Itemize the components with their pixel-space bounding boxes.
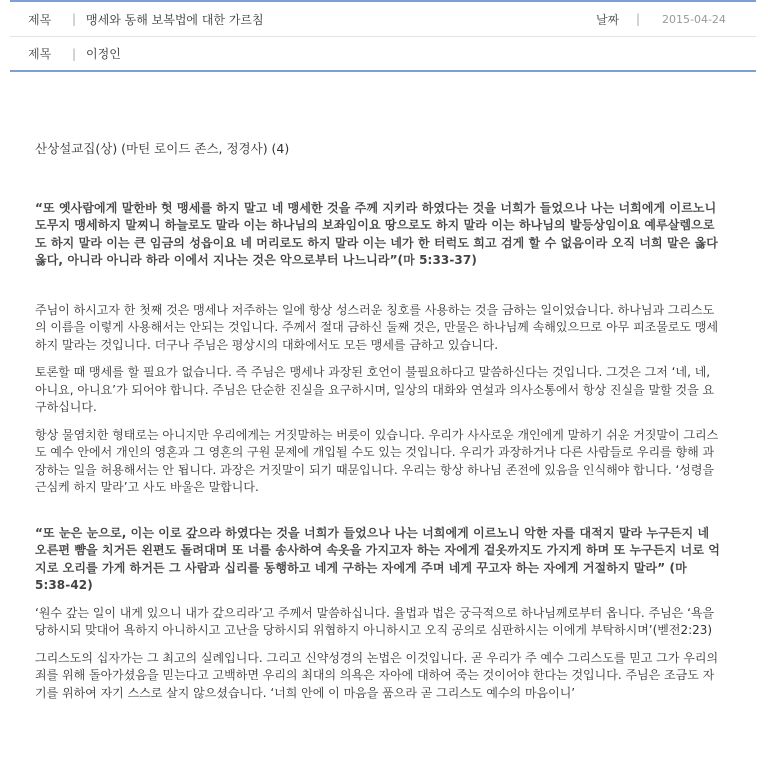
article-source: 산상설교집(상) (마틴 로이드 존스, 정경사) (4) <box>35 141 290 156</box>
post-title: 맹세와 동해 보복법에 대한 가르침 <box>86 12 264 27</box>
paragraph: 주님이 하시고자 한 첫째 것은 맹세나 저주하는 일에 항상 성스러운 칭호를 사용하는 것을 금하는 일이었습니다. 하나님과 그리스도의 이름을 이렇게 사용해서는 안되는 것입니다. 주께서 절대 금하신 둘째 것은, 만물은 하나님께 속해있으므로 아무 피조물로도 맹세하지 말라는 것입니다. 더구나 주님은 평상시의 대화에서도 모든 맹세를 금하고 있습니다. <box>35 302 719 352</box>
paragraph: 그리스도의 십자가는 그 최고의 실례입니다. 그리고 신약성경의 논법은 이것입니다. 곧 우리가 주 예수 그리스도를 믿고 그가 우리의 죄를 위해 돌아가셨음을 믿는다고 고백하면 우리의 최대의 의욕은 자아에 대하여 죽는 것이어야 한다는 것입니다. 주님은 조금도 자기를 위하여 자기 스스로 살지 않으셨습니다. ‘너희 안에 이 마음을 품으라 곧 그리스도 예수의 마음이니’ <box>35 650 719 700</box>
scripture-quote: “또 눈은 눈으로, 이는 이로 갚으라 하였다는 것을 너희가 들었으나 나는 너희에게 이르노니 악한 자를 대적지 말라 누구든지 네 오른편 뺨을 치거든 왼편도 돌려대며 또 너를 송사하여 속옷을 가지고자 하는 자에게 겉옷까지도 가지게 하며 또 누구든지 너로 억지로 오리를 가게 하거든 그 사람과 십리를 동행하고 네게 구하는 자에게 주며 네게 꾸고자 하는 자에게 거절하지 말라” (마 5:38-42) <box>35 525 720 592</box>
post-meta-table <box>10 0 756 72</box>
separator: | <box>72 12 77 26</box>
paragraph: 토론할 때 맹세를 할 필요가 없습니다. 즉 주님은 맹세나 과장된 호언이 불필요하다고 말씀하신다는 것입니다. 그것은 그저 ‘네, 네, 아니요, 아니요’가 되어야 합니다. 주님은 단순한 진실을 요구하시며, 일상의 대화와 연설과 의사소통에서 항상 진실을 말할 것을 요구하십니다. <box>35 365 715 414</box>
paragraph: ‘원수 갚는 일이 내게 있으니 내가 갚으리라’고 주께서 말씀하십니다. 율법과 법은 궁극적으로 하나님께로부터 옵니다. 주님은 ‘욕을 당하시되 맞대어 욕하지 아니하시고 고난을 당하시되 위협하지 아니하시고 오직 공의로 심판하시는 이에게 부탁하시며’(벧전2:23) <box>35 605 715 637</box>
post-date: 2015-04-24 <box>662 12 726 26</box>
title-label: 제목 <box>28 12 52 27</box>
meta-row-author <box>10 37 756 72</box>
scripture-quote: “또 옛사람에게 말한바 헛 맹세를 하지 말고 네 맹세한 것을 주께 지키라 하였다는 것을 너희가 들었으나 나는 너희에게 이르노니 도무지 맹세하지 말찌니 하늘로도 말라 이는 하나님의 보좌임이요 땅으로도 하지 말라 이는 하나님의 발등상임이요 예루살렘으로도 하지 말라 이는 큰 임금의 성읍이요 네 머리로도 하지 말라 이는 네가 한 터럭도 희고 검게 할 수 없음이라 오직 너희 말은 옳다 옳다, 아니라 아니라 하라 이에서 지나는 것은 악으로부터 나느니라”(마 5:33-37) <box>35 200 718 267</box>
author-label: 제목 <box>28 47 52 61</box>
meta-row-title <box>10 2 756 37</box>
paragraph: 항상 물염치한 형태로는 아니지만 우리에게는 거짓말하는 버릇이 있습니다. 우리가 사사로운 개인에게 말하기 쉬운 거짓말이 그리스도 예수 안에서 개인의 영혼과 그 영혼의 구원 문제에 개입될 수도 있는 것입니다. 우리가 과장하거나 다른 사람들로 우리를 향해 과장하는 일을 허용해서는 안 됩니다. 과장은 거짓말이 되기 때문입니다. 우리는 항상 하나님 존전에 있음을 인식해야 합니다. ‘성령을 근심케 하지 말라’고 사도 바울은 말합니다. <box>35 427 719 494</box>
post-author: 이정인 <box>86 47 121 61</box>
date-label: 날짜 <box>595 12 620 27</box>
article-body <box>35 140 721 702</box>
separator: | <box>72 46 77 61</box>
separator: | <box>635 12 640 26</box>
